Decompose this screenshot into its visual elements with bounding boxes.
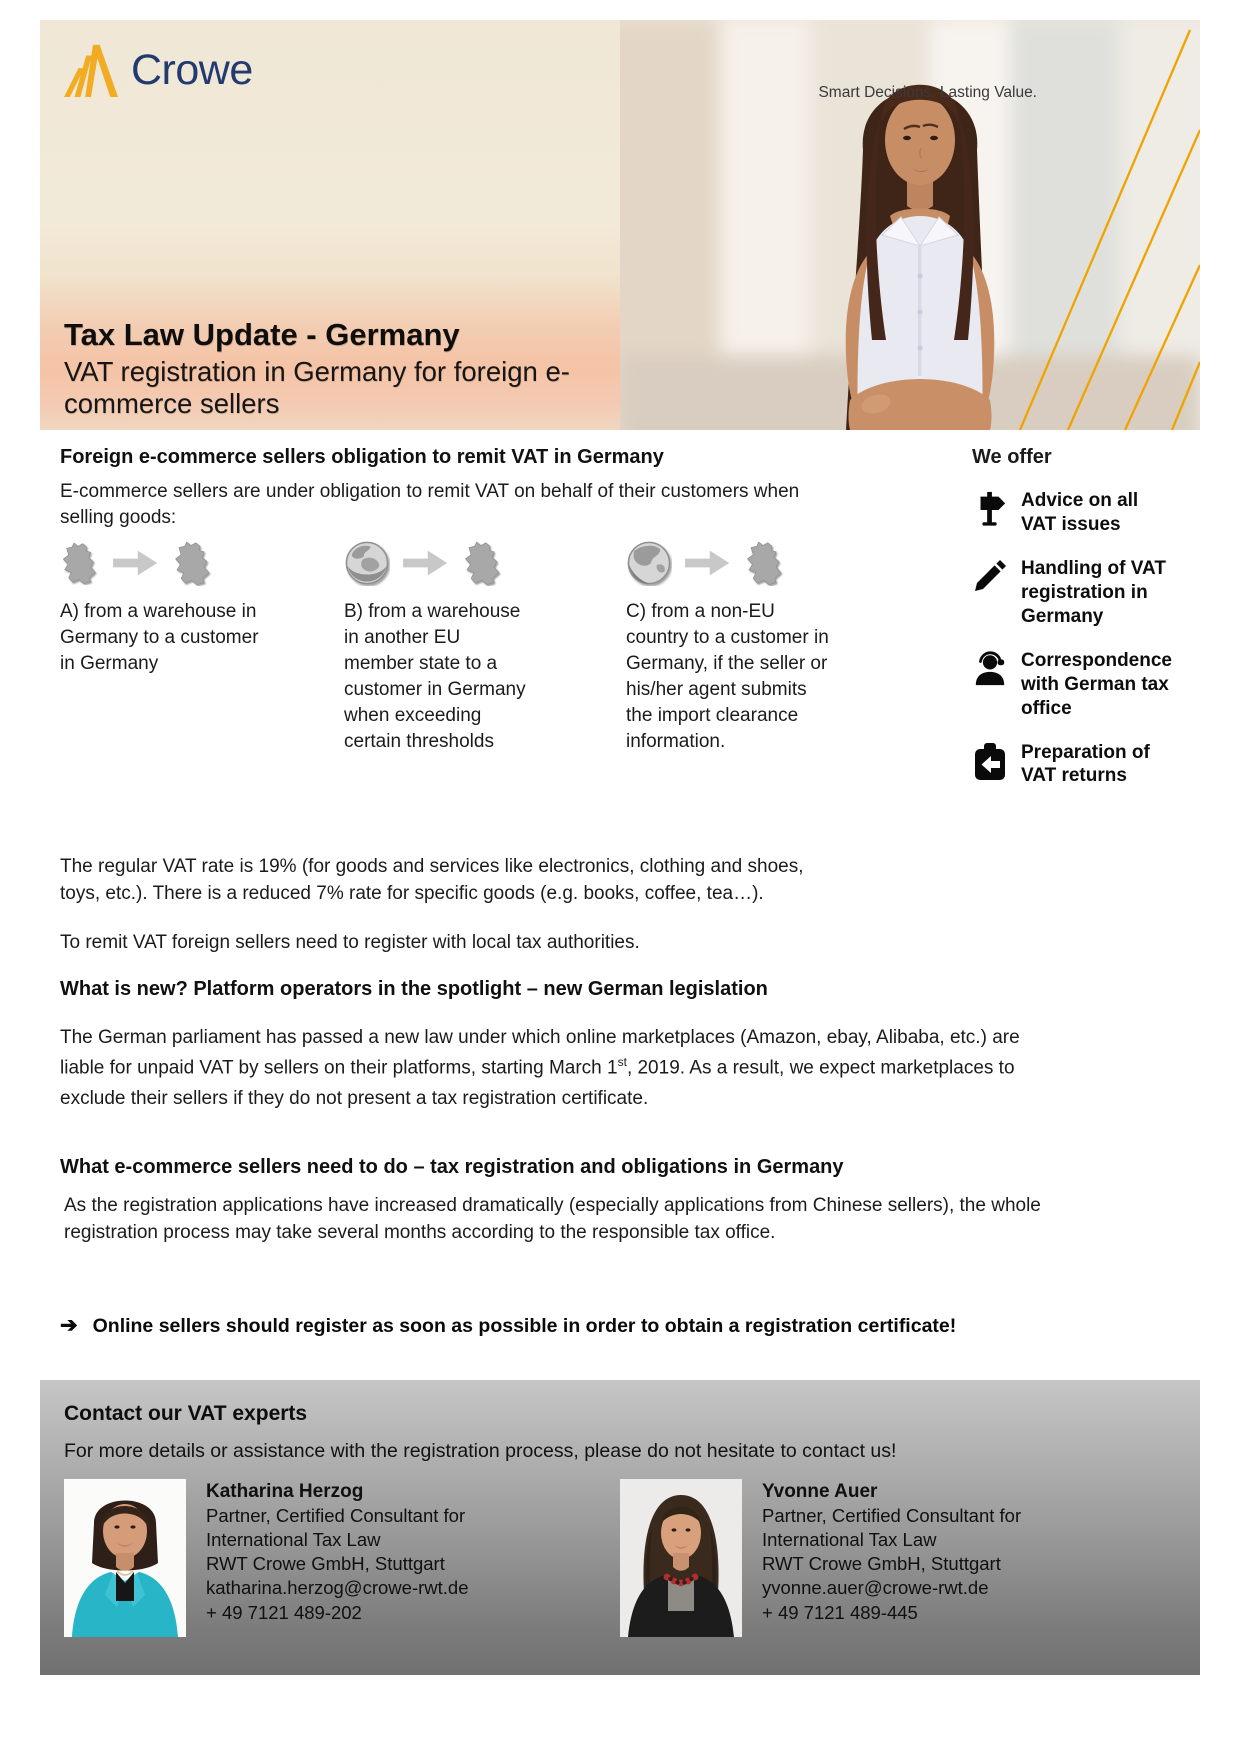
offer-label: Handling of VAT registration in Germany xyxy=(1021,557,1166,627)
crowe-logo-icon xyxy=(64,42,118,98)
contact-phone: + 49 7121 489-202 xyxy=(206,1601,362,1623)
footer-heading: Contact our VAT experts xyxy=(64,1401,308,1425)
contact-phone: + 49 7121 489-445 xyxy=(762,1601,918,1623)
germany-map-icon xyxy=(462,540,504,586)
scenario-c-text: C) from a non-EU country to a customer in Germany, if the seller or his/her agent submits the import clearance information. xyxy=(626,601,829,752)
offer-item-registration xyxy=(972,557,1200,629)
contact-card-yvonne-auer xyxy=(620,1479,1176,1637)
scenario-a-icons xyxy=(60,539,272,587)
header-photo xyxy=(620,20,1200,430)
section1-intro: E-commerce sellers are under obligation to remit VAT on behalf of their customers when selling goods: xyxy=(60,481,800,529)
scenario-c-icons xyxy=(626,539,831,587)
main-column xyxy=(40,446,865,954)
header-banner xyxy=(40,20,1200,430)
contact-card-katharina-herzog xyxy=(64,1479,620,1637)
register-paragraph: To remit VAT foreign sellers need to register with local tax authorities. xyxy=(60,932,640,954)
pencil-icon xyxy=(972,558,1008,594)
contact-footer xyxy=(40,1380,1200,1675)
germany-map-icon xyxy=(60,541,100,585)
offer-item-returns xyxy=(972,741,1200,789)
section2-text-after: , 2019. As a result, we expect marketplaces to exclude their sellers if they do not present a tax registration certificate. xyxy=(60,1057,1015,1109)
scenario-a xyxy=(60,539,272,754)
arrow-bullet-icon: ➔ xyxy=(60,1313,78,1337)
contact-cards xyxy=(64,1479,1176,1637)
scenario-b xyxy=(344,539,534,754)
portrait-katharina-herzog xyxy=(64,1479,186,1637)
offer-label: Advice on all VAT issues xyxy=(1021,490,1139,535)
brand-tagline: Smart Decisions. Lasting Value. xyxy=(818,84,1037,101)
page-title: Tax Law Update - Germany xyxy=(64,316,460,352)
content-row xyxy=(40,446,1200,954)
offer-label: Preparation of VAT returns xyxy=(1021,741,1150,787)
contact-email: yvonne.auer@crowe-rwt.de xyxy=(762,1577,989,1599)
offer-item-correspondence xyxy=(972,649,1200,721)
scenario-a-text: A) from a warehouse in Germany to a customer in Germany xyxy=(60,601,259,675)
contact-name: Yvonne Auer xyxy=(762,1480,878,1502)
section3-heading: What e-commerce sellers need to do – tax registration and obligations in Germany xyxy=(60,1155,844,1178)
contact-company: RWT Crowe GmbH, Stuttgart xyxy=(206,1553,445,1575)
scenario-b-icons xyxy=(344,539,534,587)
globe-europe-icon xyxy=(344,540,390,586)
ordinal-superscript: st xyxy=(617,1055,627,1070)
hero-title-block xyxy=(64,317,624,420)
contact-details xyxy=(206,1479,546,1637)
vat-rate-paragraph: The regular VAT rate is 19% (for goods and services like electronics, clothing and shoes, toys, etc.). There is a reduced 7% rate for specific goods (e.g. books, coffee, tea…). xyxy=(60,856,804,905)
contact-role-line2: International Tax Law xyxy=(206,1529,381,1551)
scenario-c xyxy=(626,539,831,754)
contact-details xyxy=(762,1479,1102,1637)
section2-heading: What is new? Platform operators in the spotlight – new German legislation xyxy=(60,978,768,1001)
scenario-b-text: B) from a warehouse in another EU member state to a customer in Germany when exceeding certain thresholds xyxy=(344,601,526,752)
offer-label: Correspondence with German tax office xyxy=(1021,649,1172,719)
globe-asia-icon xyxy=(626,540,672,586)
signpost-icon xyxy=(972,490,1008,528)
arrow-right-icon xyxy=(402,548,450,578)
germany-map-icon xyxy=(172,540,214,586)
contact-email: katharina.herzog@crowe-rwt.de xyxy=(206,1577,469,1599)
arrow-right-icon xyxy=(684,548,732,578)
crowe-logo xyxy=(64,42,253,98)
support-agent-icon xyxy=(972,650,1008,688)
contact-role-line2: International Tax Law xyxy=(762,1529,937,1551)
callout-text: Online sellers should register as soon as possible in order to obtain a registration certificate! xyxy=(92,1314,957,1337)
section3-paragraph: As the registration applications have increased dramatically (especially applications from Chinese sellers), the whole registration process may take several months according to the responsible tax office. xyxy=(64,1194,1041,1243)
section2-paragraph xyxy=(60,1023,1020,1113)
page-subtitle: VAT registration in Germany for foreign e-commerce sellers xyxy=(64,355,570,419)
crowe-logo-text: Crowe xyxy=(131,45,253,94)
scenario-list xyxy=(60,539,865,754)
register-callout xyxy=(60,1313,1200,1338)
contact-role-line1: Partner, Certified Consultant for xyxy=(762,1505,1022,1527)
contact-name: Katharina Herzog xyxy=(206,1480,364,1502)
footer-intro: For more details or assistance with the registration process, please do not hesitate to contact us! xyxy=(64,1439,897,1462)
contact-role-line1: Partner, Certified Consultant for xyxy=(206,1505,466,1527)
lower-sections xyxy=(40,978,1200,1337)
offer-item-advice xyxy=(972,489,1200,537)
section1-heading: Foreign e-commerce sellers obligation to remit VAT in Germany xyxy=(60,446,664,468)
portrait-yvonne-auer xyxy=(620,1479,742,1637)
we-offer-sidebar xyxy=(972,446,1200,954)
contact-company: RWT Crowe GmbH, Stuttgart xyxy=(762,1553,1001,1575)
germany-map-icon xyxy=(744,540,786,586)
section2-text-before: The German parliament has passed a new law under which online marketplaces (Amazon, ebay, Alibaba, etc.) are liable for unpaid VAT by sellers on their platforms, starting March 1 xyxy=(60,1027,1020,1079)
clipboard-return-icon xyxy=(972,742,1008,782)
arrow-right-icon xyxy=(112,548,160,578)
businesswoman-photo-illustration xyxy=(620,20,1200,430)
we-offer-heading: We offer xyxy=(972,446,1052,468)
